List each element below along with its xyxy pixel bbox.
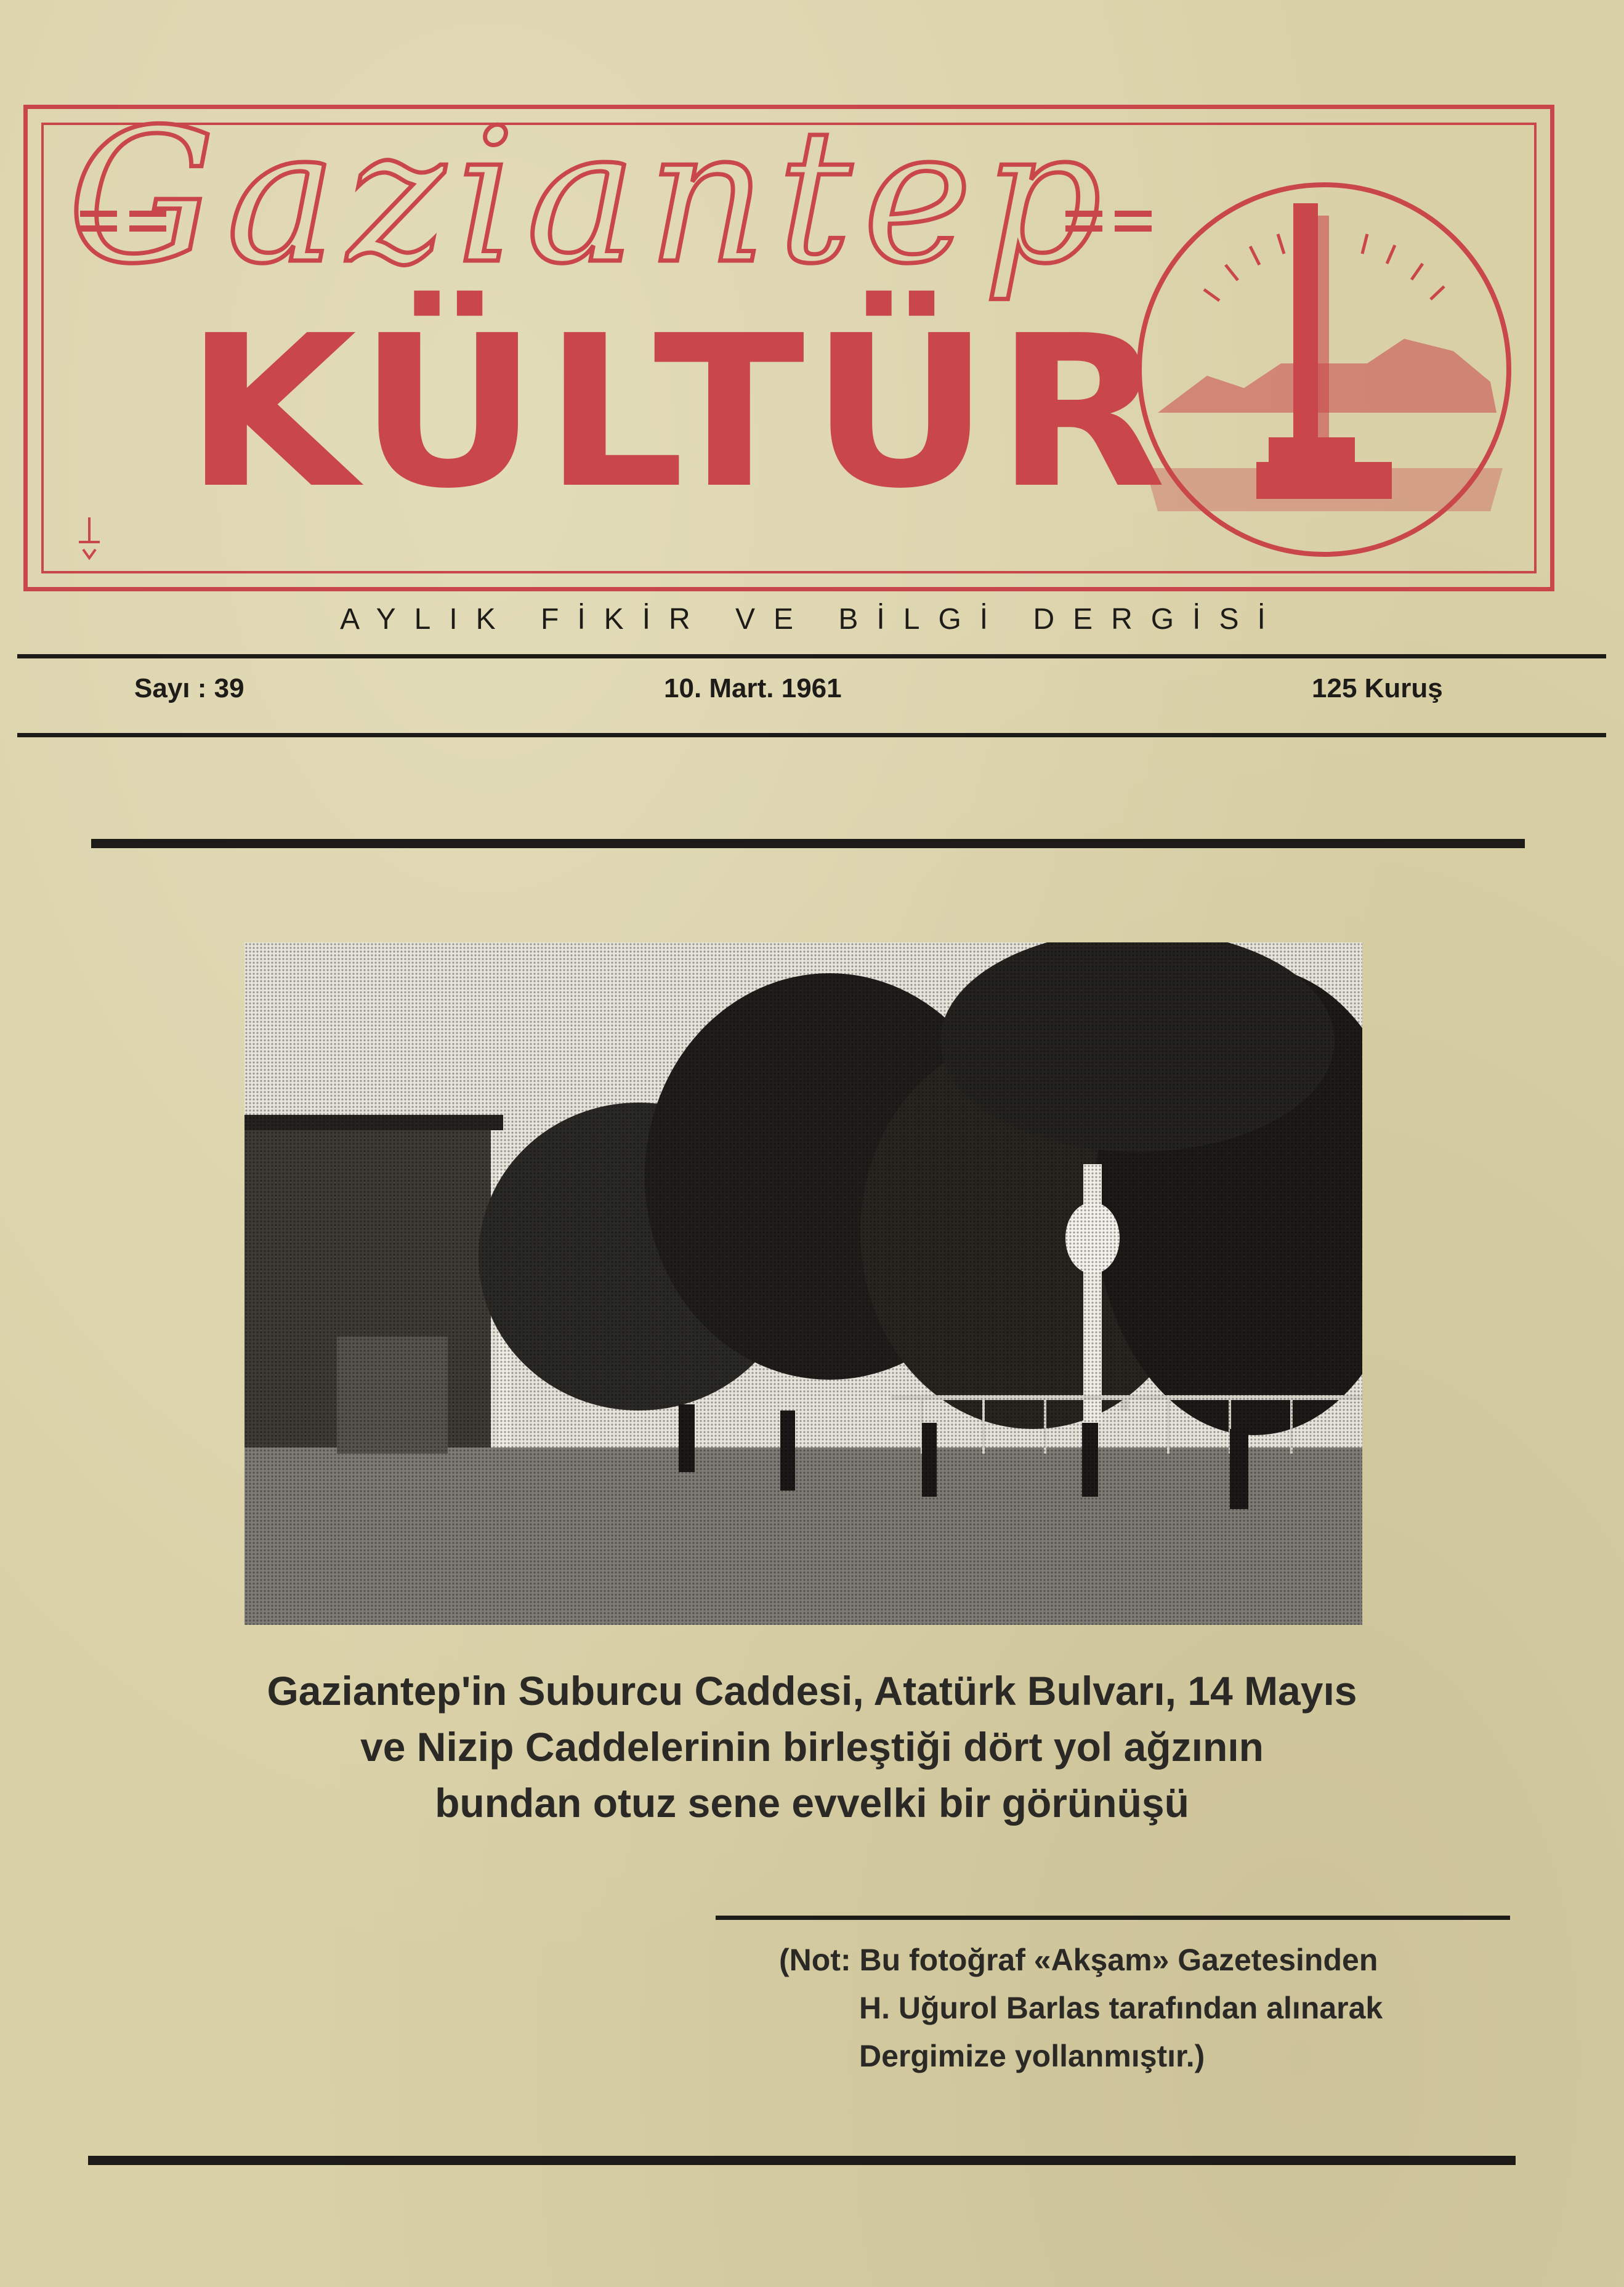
monument-emblem-icon [1133,179,1515,561]
caption-line-3: bundan otuz sene evvelki bir görünüşü [435,1780,1189,1826]
issue-number: Sayı : 39 [134,673,244,703]
note-line-1: (Not: Bu fotoğraf «Akşam» Gazetesinden [779,1943,1378,1977]
info-bottom-divider [17,733,1606,737]
photo-top-divider [91,839,1525,848]
bottom-divider [88,2156,1516,2165]
note-divider [716,1916,1510,1920]
caption-line-2: ve Nizip Caddelerinin birleştiği dört yol ağzının [360,1724,1264,1770]
photo-caption [0,1663,1624,1831]
photo-credit-note [779,1936,1506,2080]
caption-line-1: Gaziantep'in Suburcu Caddesi, Atatürk Bulvarı, 14 Mayıs [267,1668,1357,1714]
issue-date: 10. Mart. 1961 [664,673,842,703]
cover-photo [244,942,1362,1625]
issue-price: 125 Kuruş [1312,673,1443,703]
cover-photo-image [244,942,1362,1625]
top-divider [17,654,1606,658]
tagline: AYLIK FİKİR VE BİLGİ DERGİSİ [340,603,1284,636]
note-line-3: Dergimize yollanmıştır.) [859,2039,1205,2073]
masthead-main-title: KÜLTÜR [185,291,1172,535]
note-line-2: H. Uğurol Barlas tarafından alınarak [859,1991,1383,2025]
printer-mark-icon [74,517,105,561]
masthead-script-title: Gaziantep [68,89,1113,304]
